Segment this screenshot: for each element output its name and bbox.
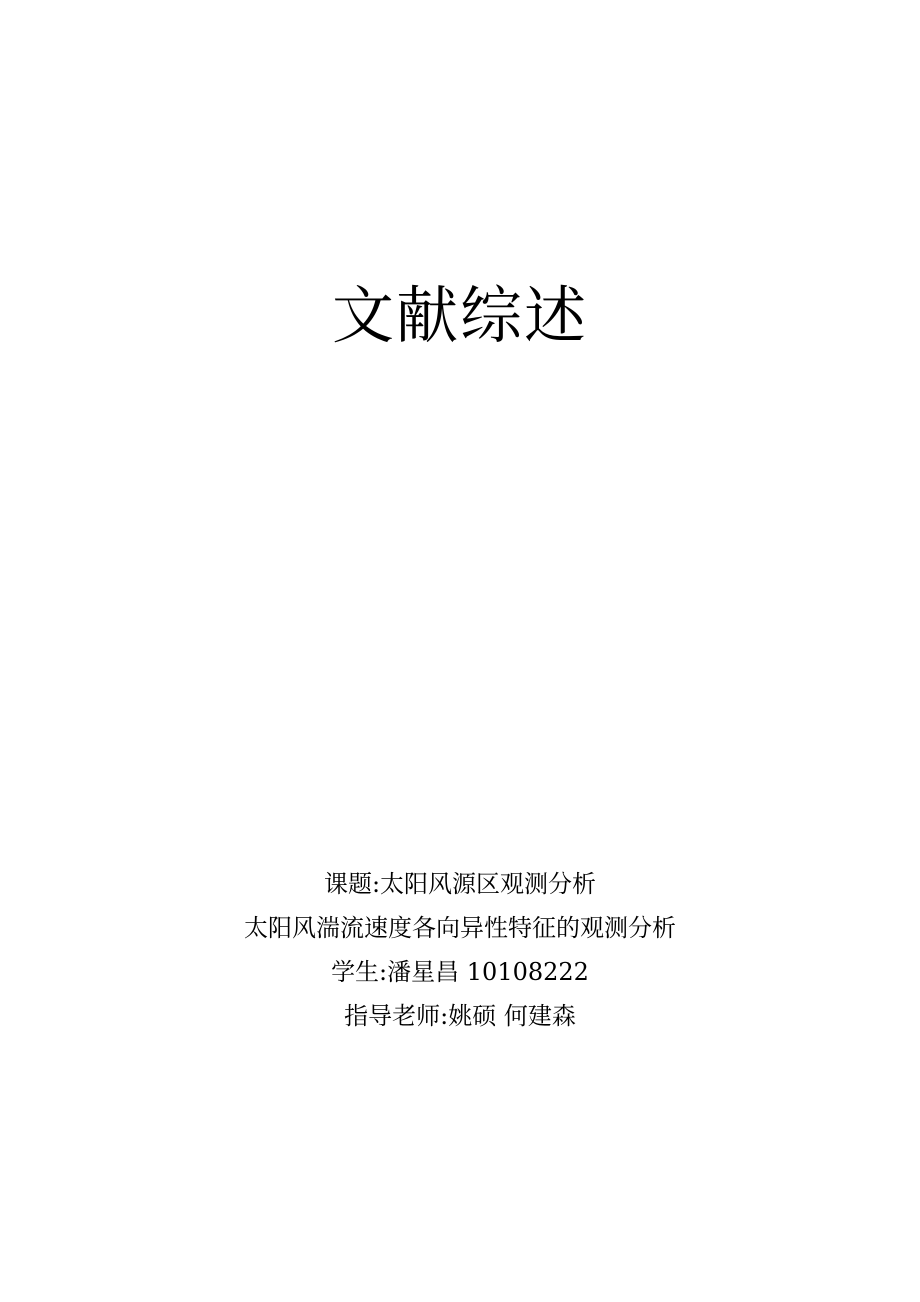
metadata-line-topic: 课题:太阳风源区观测分析 — [323, 870, 597, 898]
title-page-metadata — [0, 862, 920, 1038]
metadata-line-subtitle: 太阳风湍流速度各向异性特征的观测分析 — [244, 914, 676, 942]
page-title: 文献综述 — [331, 279, 588, 352]
metadata-line-student: 学生:潘星昌 10108222 — [331, 958, 589, 986]
metadata-line-advisor: 指导老师:姚硕 何建森 — [344, 1002, 576, 1030]
